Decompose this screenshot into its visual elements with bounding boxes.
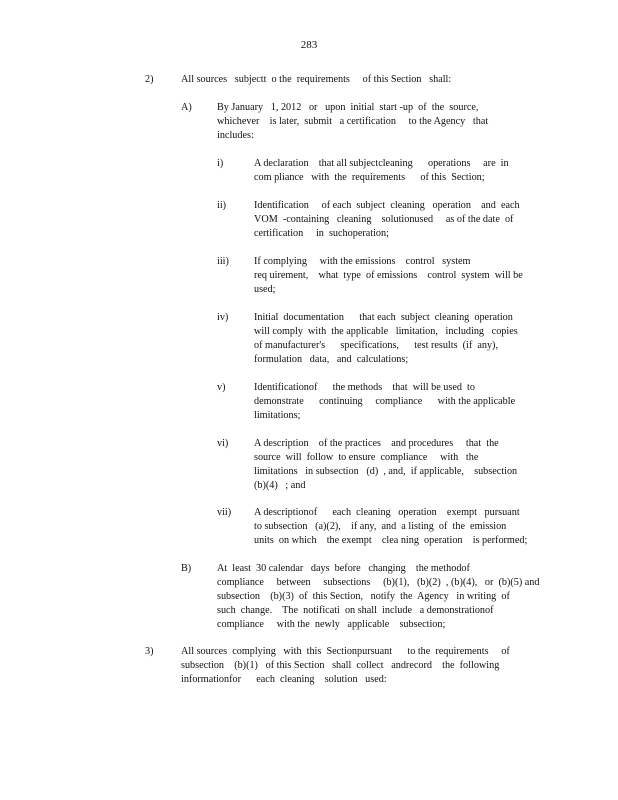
- text-line: compliance with the newly applicable subsection;: [217, 619, 446, 630]
- text-line: req uirement, what type of emissions control system will be: [254, 270, 523, 281]
- text-line: of manufacturer's specifications, test results (if any),: [254, 340, 498, 351]
- text-line: limitations;: [254, 410, 301, 421]
- text-line: Initial documentation that each subject cleaning operation: [254, 312, 513, 323]
- text-line: All sources subjectt o the requirements of this Section shall:: [181, 74, 452, 85]
- clause-label: vii): [217, 507, 232, 518]
- subitem-label: B): [181, 563, 192, 574]
- text-line: demonstrate continuing compliance with the applicable: [254, 396, 516, 407]
- text-line: informationfor each cleaning solution used:: [181, 674, 387, 685]
- text-line: formulation data, and calculations;: [254, 354, 409, 365]
- text-line: compliance between subsections (b)(1), (b)(2) , (b)(4), or (b)(5) and: [217, 577, 540, 588]
- text-line: to subsection (a)(2), if any, and a listing of the emission: [254, 521, 507, 532]
- text-line: subsection (b)(3) of this Section, notify the Agency in writing of: [217, 591, 510, 602]
- text-line: subsection (b)(1) of this Section shall collect andrecord the following: [181, 660, 500, 671]
- text-line: such change. The notificati on shall include a demonstrationof: [217, 605, 494, 616]
- clause-label: iv): [217, 312, 229, 323]
- text-line: will comply with the applicable limitation, including copies: [254, 326, 518, 337]
- clause-label: i): [217, 158, 224, 169]
- item-text: [181, 645, 521, 687]
- text-line: source will follow to ensure compliance with the: [254, 452, 479, 463]
- text-line: At least 30 calendar days before changing the methodof: [217, 563, 470, 574]
- clause-label: ii): [217, 200, 227, 211]
- page-number: 283: [300, 39, 318, 51]
- clause-text: [254, 157, 534, 185]
- clause-text: [254, 199, 534, 241]
- text-line: VOM -containing cleaning solutionused as of the date of: [254, 214, 514, 225]
- text-line: Identificationof the methods that will be used to: [254, 382, 475, 393]
- text-line: A description of the practices and procedures that the: [254, 438, 499, 449]
- text-line: A declaration that all subjectcleaning operations are in: [254, 158, 509, 169]
- clause-text: [254, 311, 539, 367]
- subitem-text: [217, 101, 517, 143]
- text-line: com pliance with the requirements of this Section;: [254, 172, 485, 183]
- text-line: includes:: [217, 130, 254, 141]
- text-line: units on which the exempt clea ning operation is performed;: [254, 535, 528, 546]
- text-line: If complying with the emissions control system: [254, 256, 471, 267]
- item-label: 2): [145, 74, 154, 85]
- item-label: 3): [145, 646, 154, 657]
- subitem-text: [217, 562, 542, 632]
- text-line: A descriptionof each cleaning operation exempt pursuant: [254, 507, 520, 518]
- text-line: Identification of each subject cleaning operation and each: [254, 200, 520, 211]
- text-line: By January 1, 2012 or upon initial start -up of the source,: [217, 102, 479, 113]
- text-line: used;: [254, 284, 276, 295]
- clause-text: [254, 437, 539, 493]
- clause-text: [254, 255, 539, 297]
- clause-label: iii): [217, 256, 229, 267]
- clause-label: vi): [217, 438, 229, 449]
- item-text: [181, 73, 511, 87]
- text-line: limitations in subsection (d) , and, if applicable, subsection: [254, 466, 518, 477]
- text-line: whichever is later, submit a certification to the Agency that: [217, 116, 489, 127]
- clause-label: v): [217, 382, 226, 393]
- subitem-label: A): [181, 102, 192, 113]
- clause-text: [254, 506, 539, 548]
- text-line: All sources complying with this Sectionpursuant to the requirements of: [181, 646, 510, 657]
- text-line: certification in suchoperation;: [254, 228, 389, 239]
- clause-text: [254, 381, 524, 423]
- text-line: (b)(4) ; and: [254, 480, 306, 491]
